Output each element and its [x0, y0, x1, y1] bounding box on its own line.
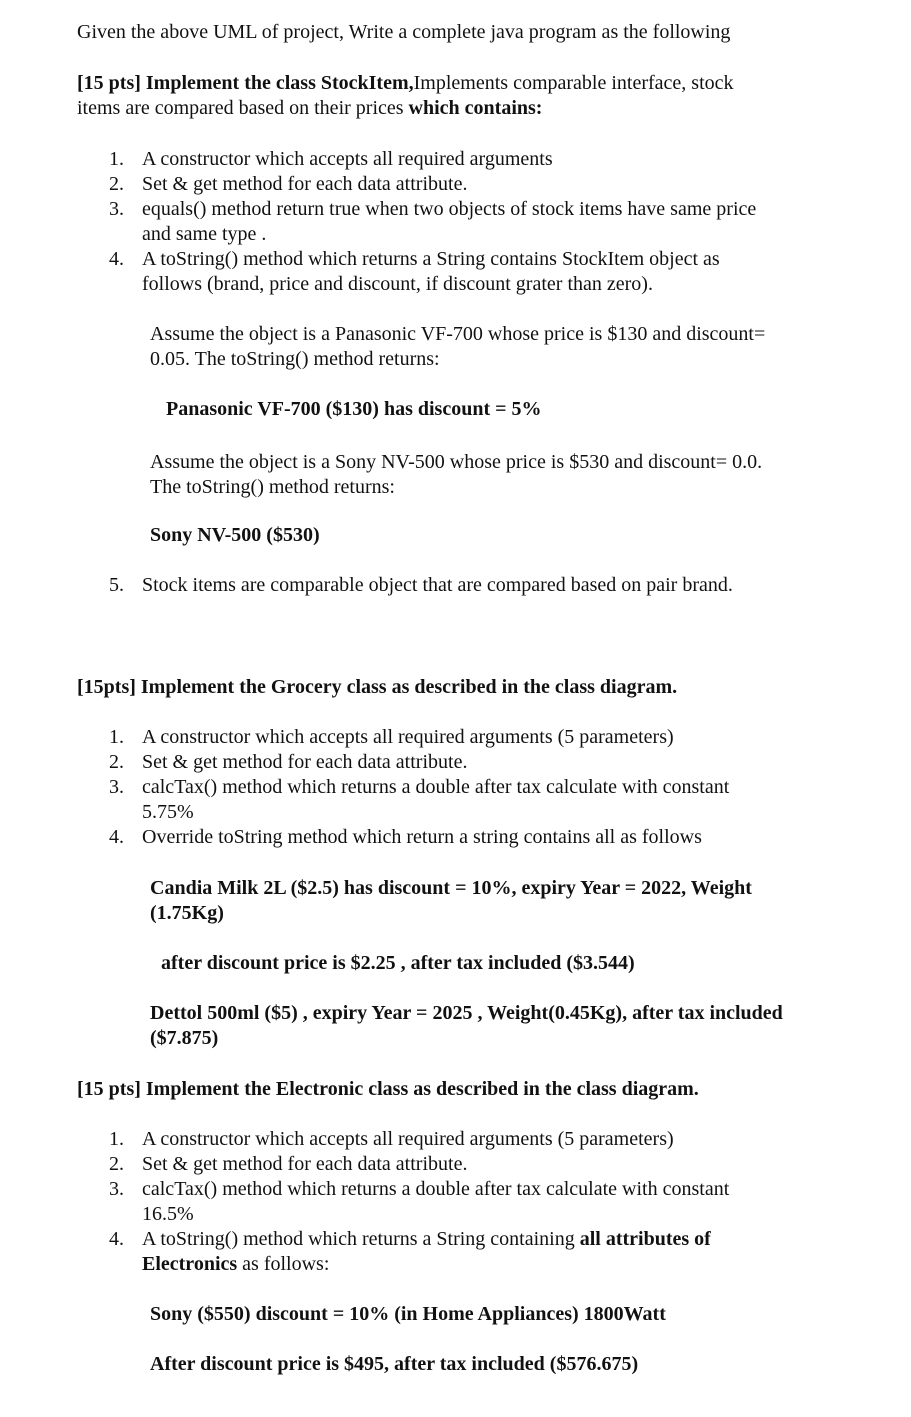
list-item: Set & get method for each data attribute. [142, 173, 468, 195]
list-number: 5. [109, 574, 124, 596]
stockitem-heading-line2-bold: which contains: [408, 97, 543, 119]
example-text: 0.05. The toString() method returns: [150, 348, 440, 370]
list-item: calcTax() method which returns a double after tax calculate with constant [142, 776, 730, 798]
list-number: 4. [109, 826, 124, 848]
example-output: after discount price is $2.25 , after tax included ($3.544) [161, 952, 635, 974]
example-output: Panasonic VF-700 ($130) has discount = 5% [166, 398, 542, 420]
list-item-continued: follows (brand, price and discount, if discount grater than zero). [142, 273, 653, 295]
list-item: Set & get method for each data attribute. [142, 1153, 468, 1175]
list-item-bold: all attributes of [579, 1228, 711, 1250]
stockitem-heading-line2 [77, 96, 542, 120]
example-output: Candia Milk 2L ($2.5) has discount = 10%, expiry Year = 2022, Weight [150, 877, 752, 899]
list-number: 1. [109, 1128, 124, 1150]
list-item-text: A toString() method which returns a String containing [142, 1228, 580, 1250]
list-item: Set & get method for each data attribute. [142, 751, 468, 773]
intro-text: Given the above UML of project, Write a complete java program as the following [77, 21, 731, 43]
list-number: 1. [109, 726, 124, 748]
example-text: Assume the object is a Panasonic VF-700 whose price is $130 and discount= [150, 323, 766, 345]
list-item: calcTax() method which returns a double after tax calculate with constant [142, 1178, 730, 1200]
list-item: A constructor which accepts all required arguments [142, 148, 553, 170]
list-item: Stock items are comparable object that are compared based on pair brand. [142, 574, 733, 596]
stockitem-heading-line2-text: items are compared based on their prices [77, 97, 409, 119]
list-item-continued [142, 1252, 329, 1276]
example-text: The toString() method returns: [150, 476, 395, 498]
stockitem-heading-rest: Implements comparable interface, stock [413, 72, 734, 94]
list-item-continued: 16.5% [142, 1203, 194, 1225]
grocery-heading: [15pts] Implement the Grocery class as described in the class diagram. [77, 676, 678, 698]
electronic-heading: [15 pts] Implement the Electronic class as described in the class diagram. [77, 1078, 699, 1100]
list-number: 2. [109, 173, 124, 195]
example-output: Dettol 500ml ($5) , expiry Year = 2025 , Weight(0.45Kg), after tax included [150, 1002, 783, 1024]
list-number: 3. [109, 198, 124, 220]
example-output: After discount price is $495, after tax included ($576.675) [150, 1353, 639, 1375]
list-item-text: as follows: [237, 1253, 330, 1275]
list-item: Override toString method which return a string contains all as follows [142, 826, 702, 848]
list-number: 2. [109, 751, 124, 773]
list-item: A constructor which accepts all required arguments (5 parameters) [142, 726, 674, 748]
example-output: Sony ($550) discount = 10% (in Home Appliances) 1800Watt [150, 1303, 666, 1325]
list-number: 1. [109, 148, 124, 170]
list-number: 3. [109, 776, 124, 798]
list-item [142, 1227, 711, 1251]
example-output: ($7.875) [150, 1027, 219, 1049]
list-number: 4. [109, 1228, 124, 1250]
list-item: A toString() method which returns a String contains StockItem object as [142, 248, 720, 270]
list-number: 4. [109, 248, 124, 270]
stockitem-heading-bold: [15 pts] Implement the class StockItem, [77, 72, 414, 94]
list-item-continued: 5.75% [142, 801, 194, 823]
example-output: Sony NV-500 ($530) [150, 524, 320, 546]
example-output: (1.75Kg) [150, 902, 224, 924]
stockitem-heading [77, 71, 734, 95]
list-item-bold: Electronics [142, 1253, 238, 1275]
list-item-continued: and same type . [142, 223, 267, 245]
list-number: 3. [109, 1178, 124, 1200]
list-item: equals() method return true when two objects of stock items have same price [142, 198, 757, 220]
example-text: Assume the object is a Sony NV-500 whose price is $530 and discount= 0.0. [150, 451, 763, 473]
list-number: 2. [109, 1153, 124, 1175]
list-item: A constructor which accepts all required arguments (5 parameters) [142, 1128, 674, 1150]
